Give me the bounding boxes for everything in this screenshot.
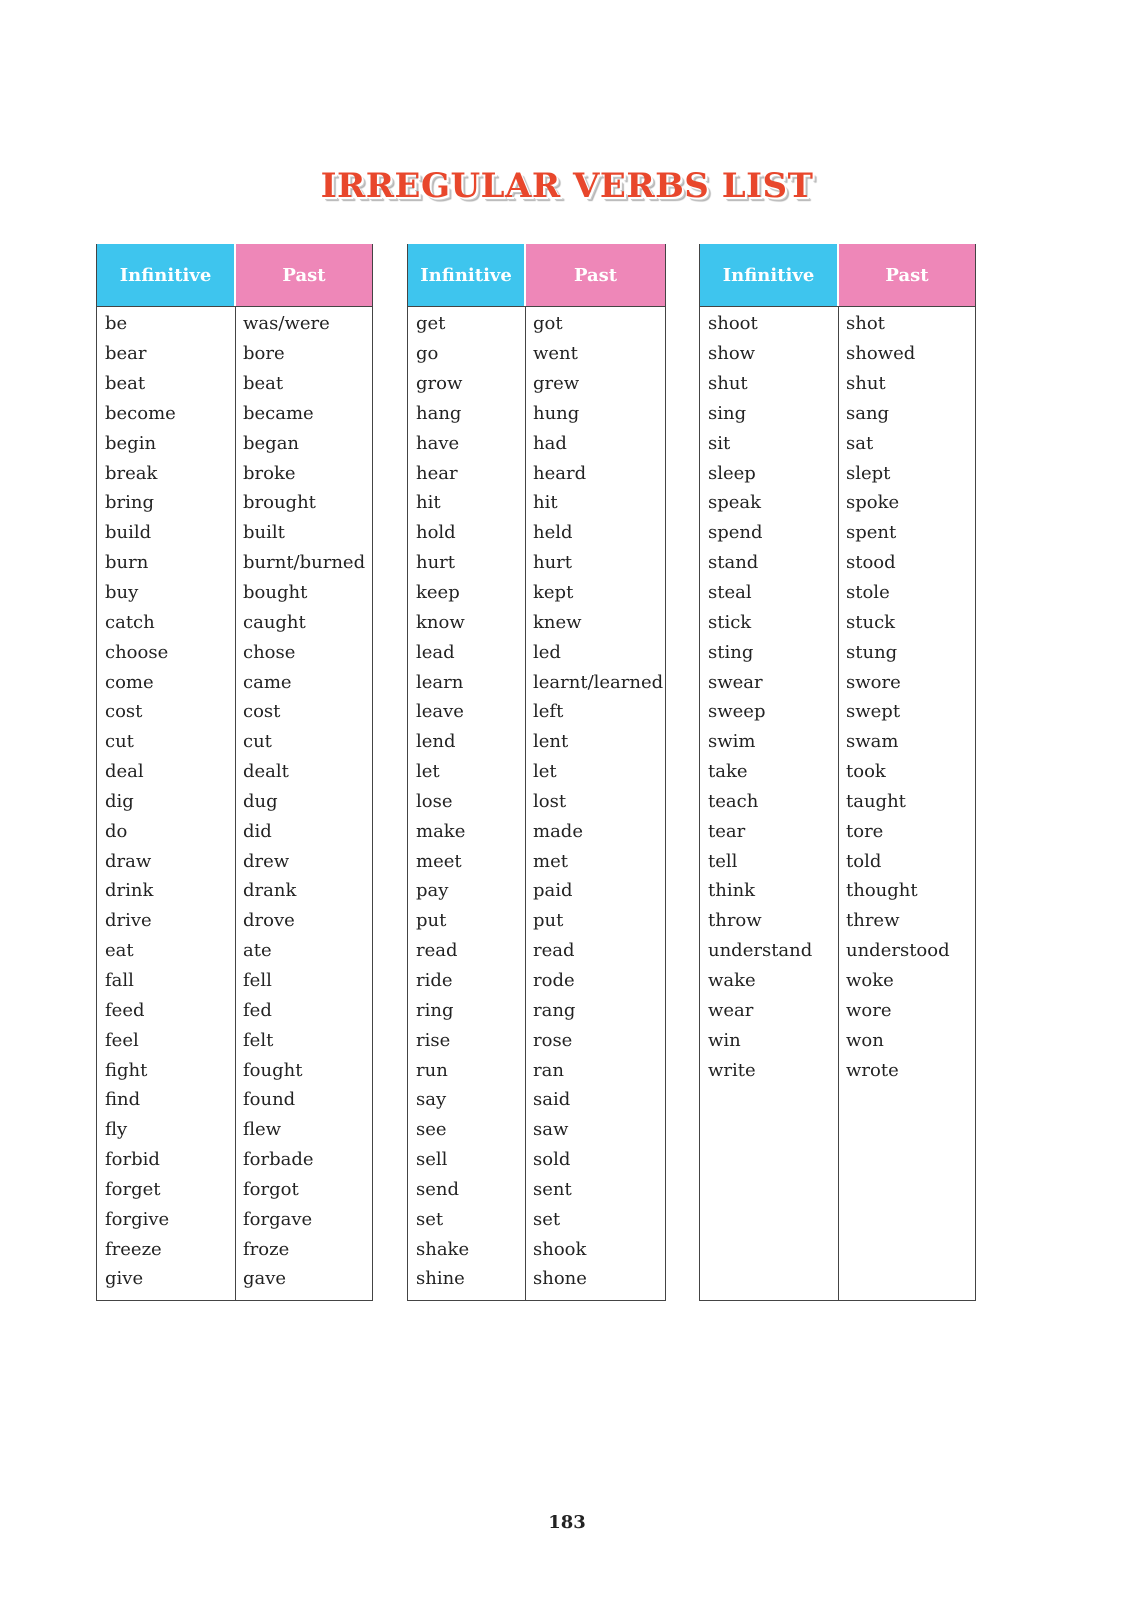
past-cell: caught [243,611,306,633]
past-cell: woke [846,969,894,991]
table-row [408,727,665,757]
table-row [408,816,665,846]
table-row [408,1234,665,1264]
table-row [408,787,665,817]
column-divider [235,307,236,1300]
table-body [408,306,665,1300]
past-cell: came [243,671,292,693]
past-cell: broke [243,462,296,484]
table-body [700,306,975,1300]
table-row [408,1025,665,1055]
past-cell: hurt [533,552,573,574]
infinitive-cell: show [708,343,756,365]
infinitive-cell: hurt [416,552,456,574]
past-cell: brought [243,492,316,514]
infinitive-cell: teach [708,790,759,812]
infinitive-cell: stand [708,552,759,574]
past-cell: lent [533,731,569,753]
header-past: Past [234,244,372,306]
past-cell: put [533,910,564,932]
past-cell: sang [846,402,890,424]
table-row [408,966,665,996]
infinitive-cell: meet [416,850,462,872]
past-cell: fought [243,1059,303,1081]
table-header [408,244,665,306]
column-divider [525,307,526,1300]
past-cell: drew [243,850,290,872]
infinitive-cell: cut [105,731,134,753]
infinitive-cell: sell [416,1149,448,1171]
past-cell: hung [533,402,580,424]
past-cell: lost [533,790,567,812]
past-cell: forgot [243,1178,299,1200]
infinitive-cell: know [416,611,465,633]
infinitive-cell: lead [416,641,455,663]
infinitive-cell: feed [105,999,145,1021]
table-row [408,637,665,667]
infinitive-cell: begin [105,432,157,454]
infinitive-cell: shine [416,1268,465,1290]
past-cell: drove [243,910,295,932]
infinitive-cell: hit [416,492,441,514]
past-cell: heard [533,462,587,484]
infinitive-cell: feel [105,1029,139,1051]
past-cell: cut [243,731,272,753]
infinitive-cell: run [416,1059,448,1081]
infinitive-cell: choose [105,641,169,663]
infinitive-cell: steal [708,582,752,604]
infinitive-cell: drink [105,880,154,902]
infinitive-cell: make [416,820,466,842]
past-cell: found [243,1089,296,1111]
table-row [408,339,665,369]
past-cell: rang [533,999,576,1021]
past-cell: grew [533,373,580,395]
past-cell: swept [846,701,901,723]
past-cell: rose [533,1029,573,1051]
table-row [408,1204,665,1234]
infinitive-cell: catch [105,611,155,633]
table-row [408,906,665,936]
past-cell: read [533,940,575,962]
infinitive-cell: beat [105,373,146,395]
infinitive-cell: wake [708,969,756,991]
past-cell: made [533,820,583,842]
table-row [408,1145,665,1175]
table-body [97,306,372,1300]
table-row [408,876,665,906]
past-cell: fed [243,999,272,1021]
infinitive-cell: find [105,1089,141,1111]
past-cell: stood [846,552,896,574]
infinitive-cell: leave [416,701,464,723]
past-cell: bore [243,343,285,365]
past-cell: met [533,850,568,872]
past-cell: forbade [243,1149,314,1171]
past-cell: threw [846,910,900,932]
table-row [408,518,665,548]
infinitive-cell: forbid [105,1149,160,1171]
past-cell: learnt/learned [533,671,664,693]
infinitive-cell: get [416,313,446,335]
infinitive-cell: read [416,940,458,962]
page-title: IRREGULAR VERBS LIST [320,166,814,206]
infinitive-cell: wear [708,999,754,1021]
infinitive-cell: shoot [708,313,758,335]
infinitive-cell: rise [416,1029,451,1051]
past-cell: paid [533,880,573,902]
infinitive-cell: become [105,402,176,424]
infinitive-cell: take [708,761,748,783]
past-cell: sold [533,1149,571,1171]
past-cell: saw [533,1119,569,1141]
table-row [408,936,665,966]
infinitive-cell: sweep [708,701,766,723]
header-infinitive: Infinitive [700,244,837,306]
table-row [408,607,665,637]
table-row [408,428,665,458]
infinitive-cell: fall [105,969,134,991]
infinitive-cell: shut [708,373,748,395]
past-cell: taught [846,790,906,812]
infinitive-cell: stick [708,611,752,633]
infinitive-cell: fight [105,1059,148,1081]
past-cell: slept [846,462,891,484]
infinitive-cell: grow [416,373,463,395]
infinitive-cell: burn [105,552,149,574]
past-cell: kept [533,582,574,604]
infinitive-cell: shake [416,1238,470,1260]
past-cell: shot [846,313,885,335]
infinitive-cell: fly [105,1119,128,1141]
infinitive-cell: hear [416,462,458,484]
past-cell: dealt [243,761,289,783]
infinitive-cell: throw [708,910,762,932]
infinitive-cell: drive [105,910,152,932]
infinitive-cell: have [416,432,460,454]
infinitive-cell: bring [105,492,154,514]
infinitive-cell: tear [708,820,746,842]
infinitive-cell: do [105,820,128,842]
past-cell: won [846,1029,884,1051]
table-row [408,578,665,608]
past-cell: gave [243,1268,287,1290]
past-cell: stung [846,641,898,663]
table-header [97,244,372,306]
past-cell: knew [533,611,582,633]
past-cell: built [243,522,285,544]
infinitive-cell: cost [105,701,143,723]
past-cell: got [533,313,563,335]
past-cell: thought [846,880,918,902]
past-cell: stuck [846,611,896,633]
infinitive-cell: sting [708,641,754,663]
infinitive-cell: come [105,671,154,693]
past-cell: held [533,522,573,544]
past-cell: spoke [846,492,900,514]
infinitive-cell: lose [416,790,453,812]
infinitive-cell: go [416,343,439,365]
infinitive-cell: draw [105,850,152,872]
past-cell: swam [846,731,899,753]
infinitive-cell: break [105,462,158,484]
past-cell: drank [243,880,297,902]
past-cell: swore [846,671,901,693]
past-cell: became [243,402,314,424]
infinitive-cell: bear [105,343,147,365]
past-cell: went [533,343,578,365]
infinitive-cell: tell [708,850,738,872]
past-cell: shut [846,373,886,395]
table-row [408,1264,665,1294]
past-cell: beat [243,373,284,395]
past-cell: understood [846,940,950,962]
infinitive-cell: think [708,880,756,902]
table-row [408,846,665,876]
past-cell: ate [243,940,272,962]
past-cell: chose [243,641,296,663]
past-cell: shone [533,1268,587,1290]
past-cell: ran [533,1059,564,1081]
past-cell: forgave [243,1208,313,1230]
table-row [408,995,665,1025]
infinitive-cell: understand [708,940,813,962]
infinitive-cell: dig [105,790,134,812]
infinitive-cell: see [416,1119,447,1141]
verb-table-1 [96,244,373,1301]
past-cell: told [846,850,882,872]
past-cell: showed [846,343,916,365]
past-cell: hit [533,492,558,514]
infinitive-cell: sit [708,432,731,454]
past-cell: dug [243,790,278,812]
page-number: 183 [548,1512,586,1533]
past-cell: spent [846,522,897,544]
verb-table-3 [699,244,976,1301]
infinitive-cell: build [105,522,152,544]
table-row [408,309,665,339]
past-cell: said [533,1089,571,1111]
past-cell: stole [846,582,890,604]
past-cell: let [533,761,557,783]
past-cell: flew [243,1119,282,1141]
header-past: Past [524,244,665,306]
infinitive-cell: forgive [105,1208,170,1230]
infinitive-cell: keep [416,582,460,604]
header-infinitive: Infinitive [408,244,524,306]
verb-table-2 [407,244,666,1301]
infinitive-cell: set [416,1208,444,1230]
infinitive-cell: swim [708,731,756,753]
past-cell: wore [846,999,892,1021]
table-row [408,1115,665,1145]
past-cell: cost [243,701,281,723]
past-cell: led [533,641,561,663]
past-cell: shook [533,1238,587,1260]
infinitive-cell: forget [105,1178,161,1200]
past-cell: felt [243,1029,274,1051]
table-header [700,244,975,306]
column-divider [838,307,839,1300]
past-cell: began [243,432,300,454]
past-cell: burnt/burned [243,552,366,574]
infinitive-cell: put [416,910,447,932]
past-cell: wrote [846,1059,899,1081]
infinitive-cell: deal [105,761,144,783]
infinitive-cell: sing [708,402,747,424]
infinitive-cell: write [708,1059,756,1081]
infinitive-cell: eat [105,940,134,962]
infinitive-cell: pay [416,880,449,902]
past-cell: was/were [243,313,330,335]
header-past: Past [837,244,975,306]
table-row [408,488,665,518]
infinitive-cell: give [105,1268,144,1290]
infinitive-cell: send [416,1178,460,1200]
infinitive-cell: buy [105,582,139,604]
infinitive-cell: swear [708,671,763,693]
table-row [408,458,665,488]
past-cell: fell [243,969,272,991]
past-cell: had [533,432,567,454]
past-cell: left [533,701,564,723]
infinitive-cell: speak [708,492,762,514]
table-row [408,548,665,578]
infinitive-cell: learn [416,671,464,693]
past-cell: set [533,1208,561,1230]
infinitive-cell: ride [416,969,453,991]
table-row [408,667,665,697]
table-row [408,369,665,399]
table-row [408,1085,665,1115]
past-cell: bought [243,582,308,604]
infinitive-cell: spend [708,522,763,544]
table-row [408,697,665,727]
header-infinitive: Infinitive [97,244,234,306]
past-cell: did [243,820,272,842]
infinitive-cell: ring [416,999,454,1021]
infinitive-cell: sleep [708,462,756,484]
infinitive-cell: hang [416,402,462,424]
table-row [408,399,665,429]
past-cell: froze [243,1238,290,1260]
table-row [408,1174,665,1204]
past-cell: sat [846,432,874,454]
past-cell: sent [533,1178,572,1200]
infinitive-cell: lend [416,731,456,753]
infinitive-cell: be [105,313,128,335]
infinitive-cell: hold [416,522,456,544]
past-cell: took [846,761,886,783]
infinitive-cell: freeze [105,1238,162,1260]
past-cell: tore [846,820,884,842]
table-row [408,757,665,787]
infinitive-cell: let [416,761,440,783]
infinitive-cell: say [416,1089,447,1111]
table-row [408,1055,665,1085]
past-cell: rode [533,969,575,991]
infinitive-cell: win [708,1029,741,1051]
